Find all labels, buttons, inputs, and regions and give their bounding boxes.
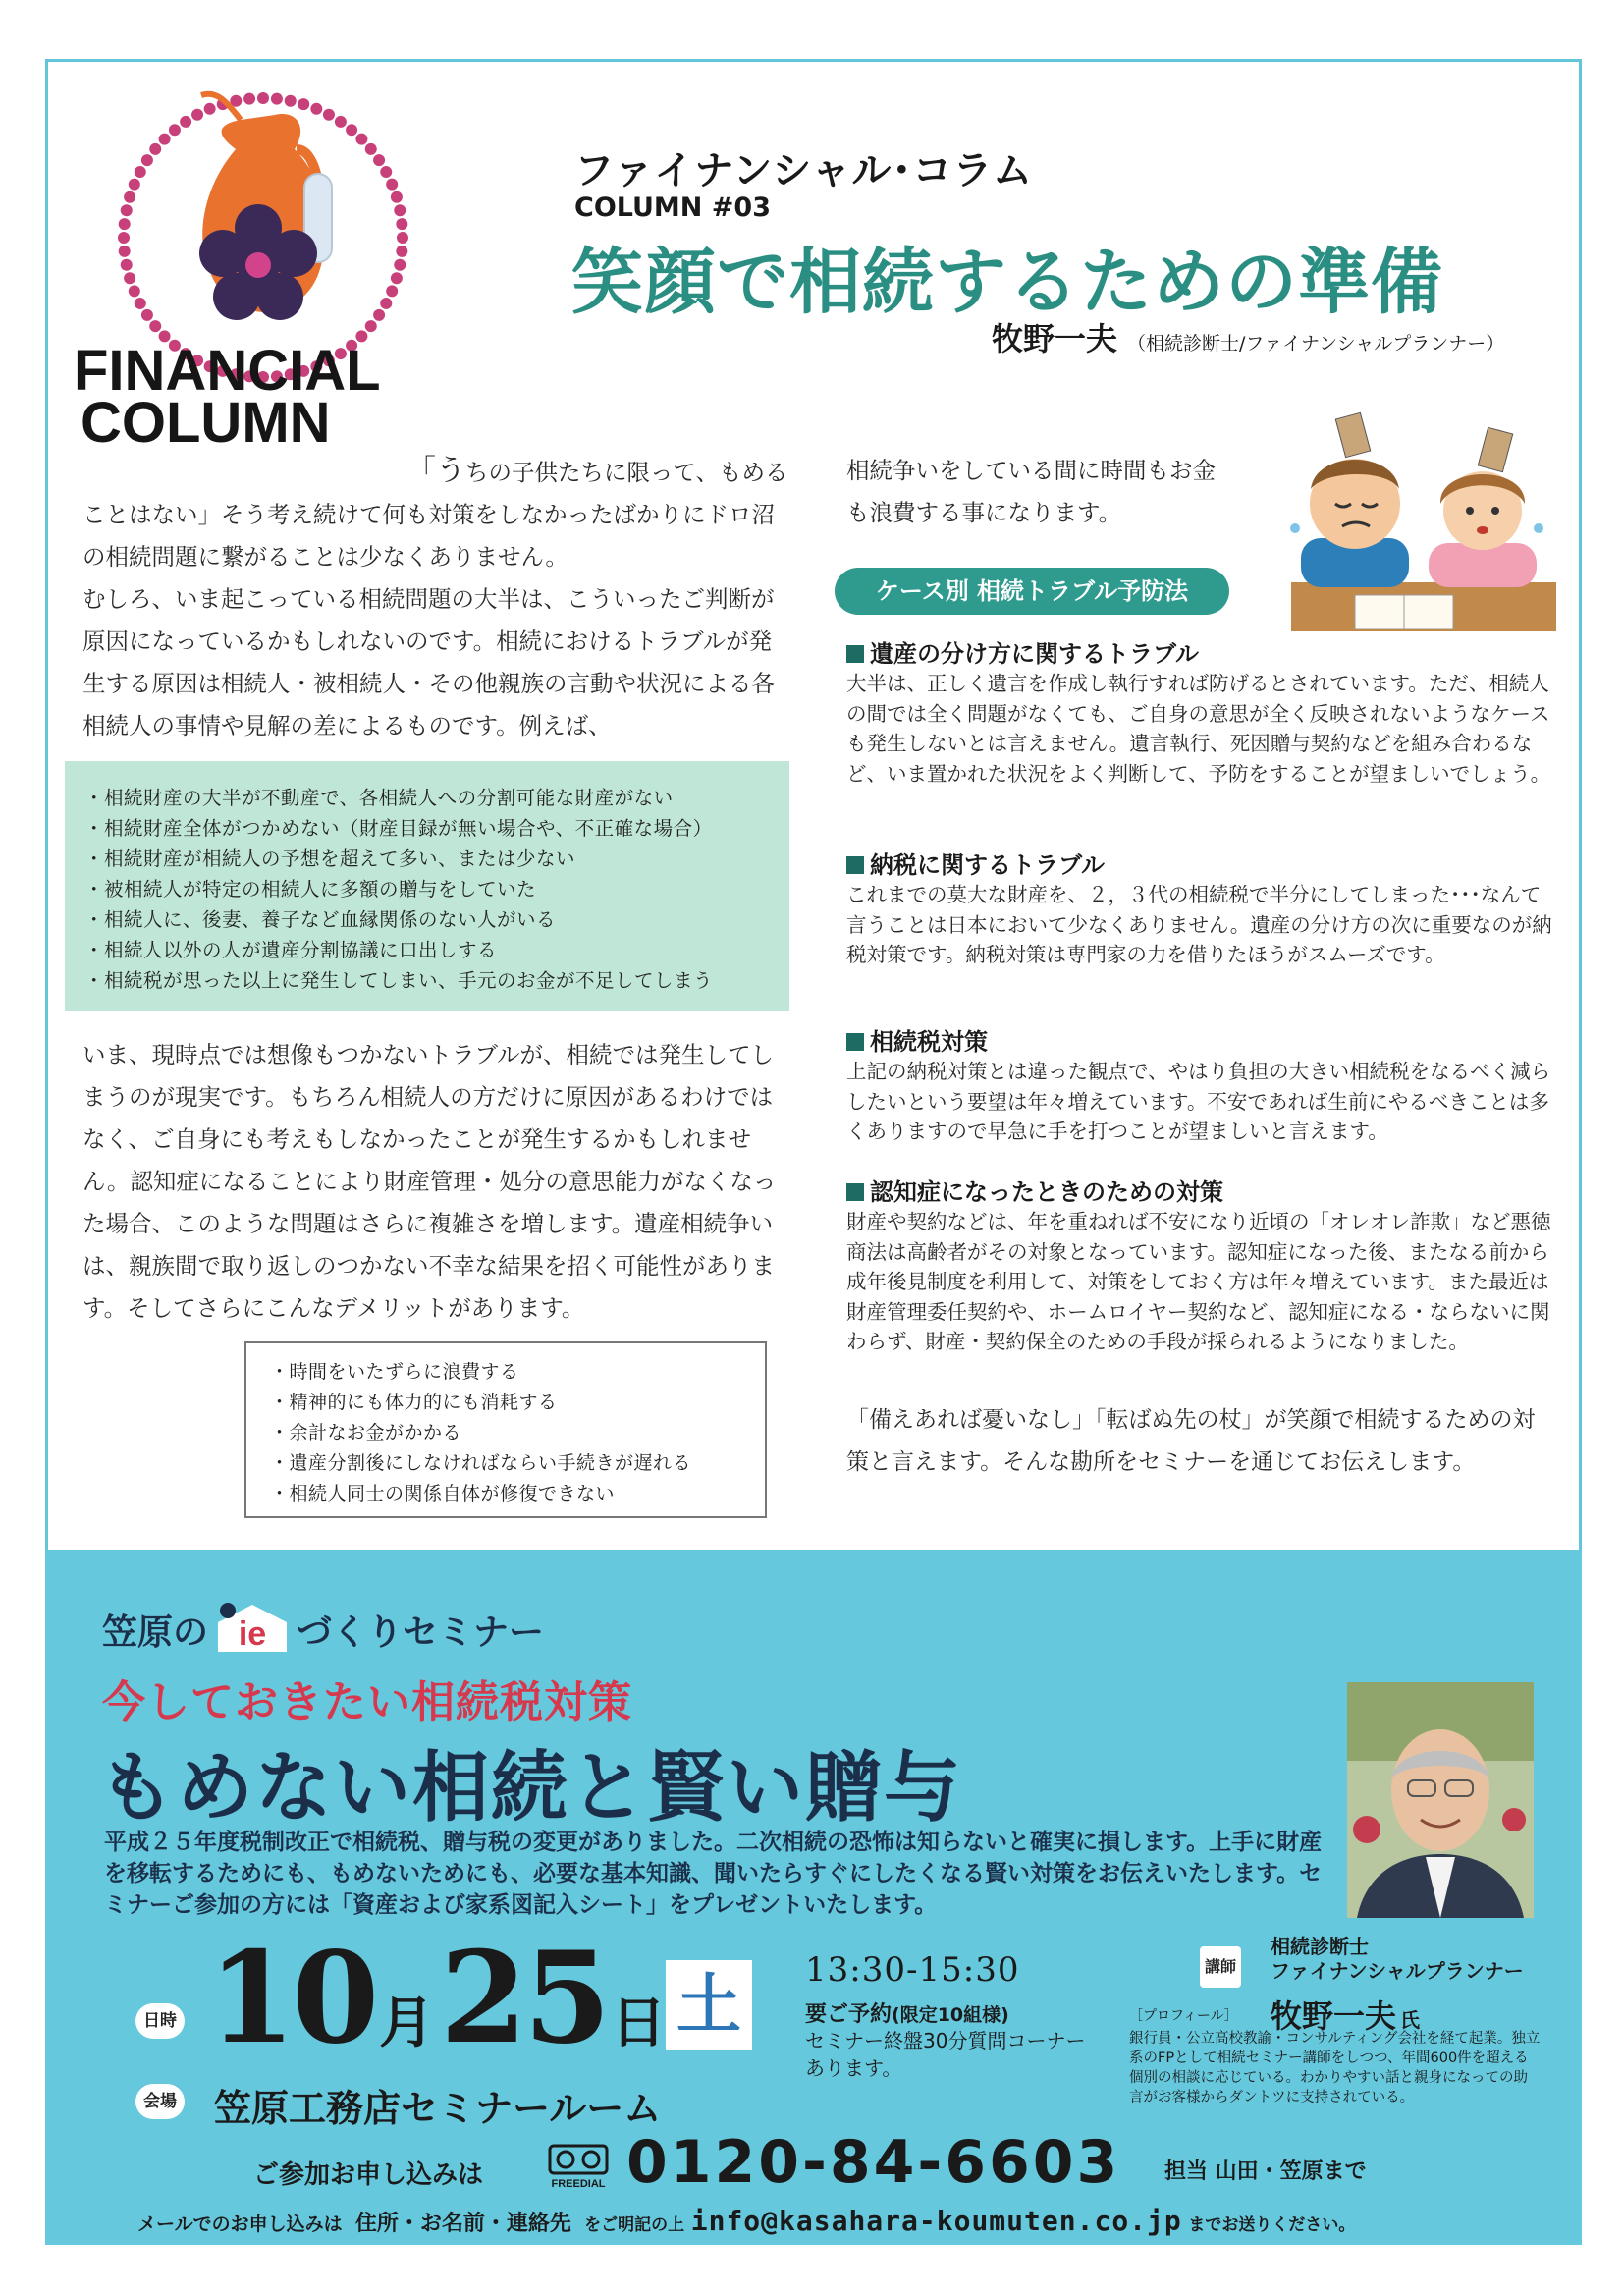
seminar-title: もめない相続と賢い贈与: [98, 1744, 963, 1832]
ring-dot: [323, 109, 335, 121]
ring-dot: [394, 259, 406, 271]
ring-dot: [149, 320, 161, 332]
ring-dot: [391, 191, 403, 203]
ring-dot: [124, 191, 135, 203]
ring-dot: [124, 272, 135, 284]
paragraph-2: いま、現時点では想像もつかないトラブルが、相続では発生してしまうのが現実です。もちろん相続人の方だけに原因があるわけではなく、ご自身にも考えもしなかったことが発生するかもしれません。認知症になることにより財産管理・処分の意思能力がなくなった場合、このような問題はさらに複雑さを増します。遺産相続争いは、親族間で取り返しのつかない不幸な結果を招く可能性があります。そしてさらにこんなデメリットがあります。: [82, 1041, 777, 1322]
date-month-unit: 月: [379, 1991, 435, 2055]
phone-number[interactable]: 0120-84-6603: [626, 2128, 1121, 2197]
column-number: COLUMN #03: [574, 192, 771, 223]
demerit-item: ・相続人同士の関係自体が修復できない: [270, 1483, 616, 1504]
venue-badge: 会場: [135, 2084, 185, 2119]
section-heading: 認知症になったときのための対策: [870, 1178, 1223, 1206]
section-heading: 遺産の分け方に関するトラブル: [870, 640, 1200, 668]
lecturer-role-1: 相続診断士: [1271, 1935, 1369, 1958]
ring-dot: [373, 154, 385, 166]
ring-dot: [396, 218, 407, 230]
ring-dot: [121, 204, 133, 216]
demerits-box: [244, 1341, 767, 1518]
ring-dot: [141, 154, 153, 166]
ring-dot: [118, 232, 130, 244]
reservation-limit: (限定10組様): [892, 2004, 1009, 2026]
cause-item: ・被相続人が特定の相続人に多額の贈与をしていた: [84, 878, 537, 901]
cause-item: ・相続人以外の人が遺産分割協議に口出しする: [84, 939, 498, 961]
ring-dot: [396, 246, 407, 257]
intro-text-2: むしろ、いま起こっている相続問題の大半は、こういったご判断が原因になっているかもしれないのです。相続におけるトラブルが発生する原因は相続人・被相続人・その他親族の言動や状況による各相続人の事情や見解の差によるものです。例えば、: [82, 585, 775, 739]
ring-dot: [169, 124, 181, 136]
ring-dot: [191, 109, 203, 121]
seminar-subtitle: 今しておきたい相続税対策: [102, 1677, 632, 1727]
ring-dot: [391, 272, 403, 284]
section-tax-payment: [846, 846, 1553, 970]
section-inheritance-tax: [846, 1022, 1553, 1147]
ring-dot: [129, 285, 140, 297]
lecturer-role: [1271, 1935, 1524, 1984]
ring-dot: [397, 232, 408, 244]
ring-dot: [149, 143, 161, 155]
intro-quote-first: 「う: [406, 454, 465, 488]
lecturer-profile: 銀行員・公立高校教諭・コンサルティング会社を経て起業。独立系のFPとして相続セミナー講師をしつつ、年間600件を超える個別の相談に応じている。わかりやすい話と親身になっての助言がお客様からダントツに支持されている。: [1129, 2031, 1541, 2105]
ring-dot: [285, 95, 297, 107]
lecturer-role-2: ファイナンシャルプランナー: [1271, 1959, 1524, 1983]
ring-dot: [119, 246, 131, 257]
financial-column-logo: [69, 90, 461, 464]
section-body: これまでの莫大な財産を、２，３代の相続税で半分にしてしまった･･･なんて言うことは日本において少なくありません。遺産の分け方の次に重要なのが納税対策です。納税対策は専門家の力を借りたほうがスムーズです。: [846, 883, 1552, 966]
section-heading: 納税に関するトラブル: [870, 851, 1106, 879]
demerit-item: ・遺産分割後にしなければならい手続きが遅れる: [270, 1452, 692, 1474]
square-bullet-icon: [846, 1183, 864, 1201]
lecturer-name: 牧野一夫 氏: [1271, 1997, 1421, 2035]
ring-dot: [298, 98, 309, 110]
ring-dot: [365, 320, 377, 332]
ring-dot: [243, 93, 255, 105]
ring-dot: [180, 116, 191, 128]
reservation-label: 要ご予約: [805, 2002, 893, 2027]
column-kana: ファイナンシャル･コラム: [574, 148, 1033, 193]
seminar-date: [208, 1925, 672, 2072]
section-body: 大半は、正しく遺言を作成し執行すれば防げるとされています。ただ、相続人の間では全く問題がなくても、ご自身の意思が全く反映されないようなケースも発生しないとは言えません。遺言執行、死因贈与契約などを組み合わるなど、いま置かれた状況をよく判断して、予防をすることが望ましいでしょう。: [846, 672, 1551, 786]
cause-item: ・相続財産が相続人の予想を超えて多い、または少ない: [84, 847, 576, 870]
ring-dot: [365, 143, 377, 155]
page-title: 笑顔で相続するための準備: [571, 241, 1443, 324]
right-intro: 相続争いをしている間に時間もお金も浪費する事になります。: [846, 457, 1216, 526]
ring-dot: [129, 179, 140, 191]
cause-item: ・相続財産の大半が不動産で、各相続人への分割可能な財産がない: [84, 787, 674, 809]
date-weekday: 土: [666, 1960, 752, 2050]
ring-dot: [271, 93, 283, 105]
cause-item: ・相続財産全体がつかめない（財産目録が無い場合や、不正確な場合）: [84, 817, 713, 840]
date-day-unit: 日: [611, 1991, 667, 2055]
date-day: 25: [440, 1925, 608, 2072]
ring-dot: [386, 179, 398, 191]
ring-dot: [159, 134, 171, 145]
ie-house-icon: [212, 1601, 293, 1654]
mail-instructions: メールでのお申し込みは 住所・お名前・連絡先 をご明記の上 info@kasahara-koumuten.co.jp までお送りください。: [137, 2205, 1356, 2237]
ring-dot: [257, 92, 269, 104]
ring-dot: [141, 309, 153, 321]
freedial-icon: [548, 2144, 609, 2191]
author-role: （相続診断士/ファイナンシャルプランナー）: [1127, 333, 1505, 355]
square-bullet-icon: [846, 1033, 864, 1051]
demerit-item: ・余計なお金がかかる: [270, 1422, 462, 1444]
ring-dot: [335, 116, 347, 128]
section-inheritance-split: [846, 634, 1553, 789]
causes-box: [65, 761, 789, 1011]
logo-line2: COLUMN: [81, 391, 331, 455]
lecturer-photo: [1347, 1682, 1534, 1918]
venue: 笠原工務店セミナールーム: [214, 2087, 662, 2130]
cause-item: ・相続人に、後妻、養子など血縁関係のない人がいる: [84, 908, 557, 931]
contact-person: 担当 山田・笠原まで: [1164, 2159, 1367, 2184]
email-link[interactable]: info@kasahara-koumuten.co.jp: [690, 2205, 1182, 2237]
section-body: 財産や契約などは、年を重ねれば不安になり近頃の「オレオレ詐欺」など悪徳商法は高齢者がその対象となっています。認知症になった後、またなる前から成年後見制度を利用して、対策をしておく方は年々増えています。また最近は財産管理委任契約や、ホームロイヤー契約など、認知症になる・ならないに関わらず、財産・契約保全のための手段が採られるようになりました。: [846, 1210, 1551, 1353]
seminar-name-suffix: づくりセミナー: [297, 1613, 545, 1653]
ring-dot: [355, 134, 367, 145]
date-badge: 日時: [135, 2003, 185, 2039]
ring-dot: [121, 259, 133, 271]
freedial-text: FREEDIAL: [551, 2178, 606, 2190]
section-body: 上記の納税対策とは違った観点で、やはり負担の大きい相続税をなるべく減らしたいという要望は年々増えています。不安であれば生前にやるべきことは多くありますので早急に手を打つことが望ましいと言えます。: [846, 1060, 1551, 1143]
reservation: [805, 1997, 1009, 2028]
section-dementia: [846, 1173, 1553, 1357]
ring-dot: [204, 103, 216, 115]
section-heading: 相続税対策: [870, 1028, 988, 1056]
ring-dot: [346, 124, 357, 136]
profile-label: ［プロフィール］: [1129, 2008, 1238, 2024]
square-bullet-icon: [846, 856, 864, 874]
reservation-note: セミナー終盤30分質問コーナーあります。: [805, 2029, 1086, 2080]
apply-label: ご参加お申し込みは: [253, 2160, 484, 2190]
ring-dot: [380, 166, 392, 178]
demerit-item: ・時間をいたずらに浪費する: [270, 1361, 519, 1383]
ring-dot: [310, 103, 322, 115]
intro-text: ちの子供たちに限って、もめることはない」そう考え続けて何も対策をしなかったばかりにドロ沼の相続問題に繋がることは少なくありません。: [82, 459, 788, 571]
seminar-description: 平成２５年度税制改正で相続税、贈与税の変更がありました。二次相続の恐怖は知らないと確実に損します。上手に財産を移転するためにも、もめないためにも、必要な基本知識、聞いたらすぐにしたくなる賢い対策をお伝えいたします。セミナーご参加の方には「資産および家系図記入シート」をプレゼントいたします。: [104, 1830, 1323, 1918]
seminar-name: [102, 1601, 544, 1655]
section-pill: ケース別 相続トラブル予防法: [835, 568, 1229, 615]
intro-paragraph: [82, 450, 789, 747]
ring-dot: [394, 204, 406, 216]
ring-dot: [373, 309, 385, 321]
ring-dot: [380, 298, 392, 309]
worried-couple-illustration: [1281, 410, 1566, 636]
date-month: 10: [208, 1925, 376, 2072]
ring-dot: [135, 298, 146, 309]
seminar-time: 13:30-15:30: [805, 1950, 1020, 1990]
ring-dot: [119, 218, 131, 230]
logo-line1: FINANCIAL: [74, 339, 381, 403]
author-name: 牧野一夫: [992, 320, 1118, 357]
cause-item: ・相続税が思った以上に発生してしまい、手元のお金が不足してしまう: [84, 969, 714, 992]
ring-dot: [386, 285, 398, 297]
ie-text: ie: [238, 1615, 267, 1653]
seminar-name-prefix: 笠原の: [102, 1613, 209, 1653]
author: [992, 314, 1504, 359]
closing-paragraph: 「備えあれば憂いなし」「転ばぬ先の杖」が笑顔で相続するための対策と言えます。そんな勘所をセミナーを通じてお伝えします。: [846, 1407, 1536, 1475]
square-bullet-icon: [846, 645, 864, 663]
lecturer-badge: 講師: [1200, 1946, 1241, 1988]
ring-dot: [135, 166, 146, 178]
demerit-item: ・精神的にも体力的にも消耗する: [270, 1392, 558, 1413]
